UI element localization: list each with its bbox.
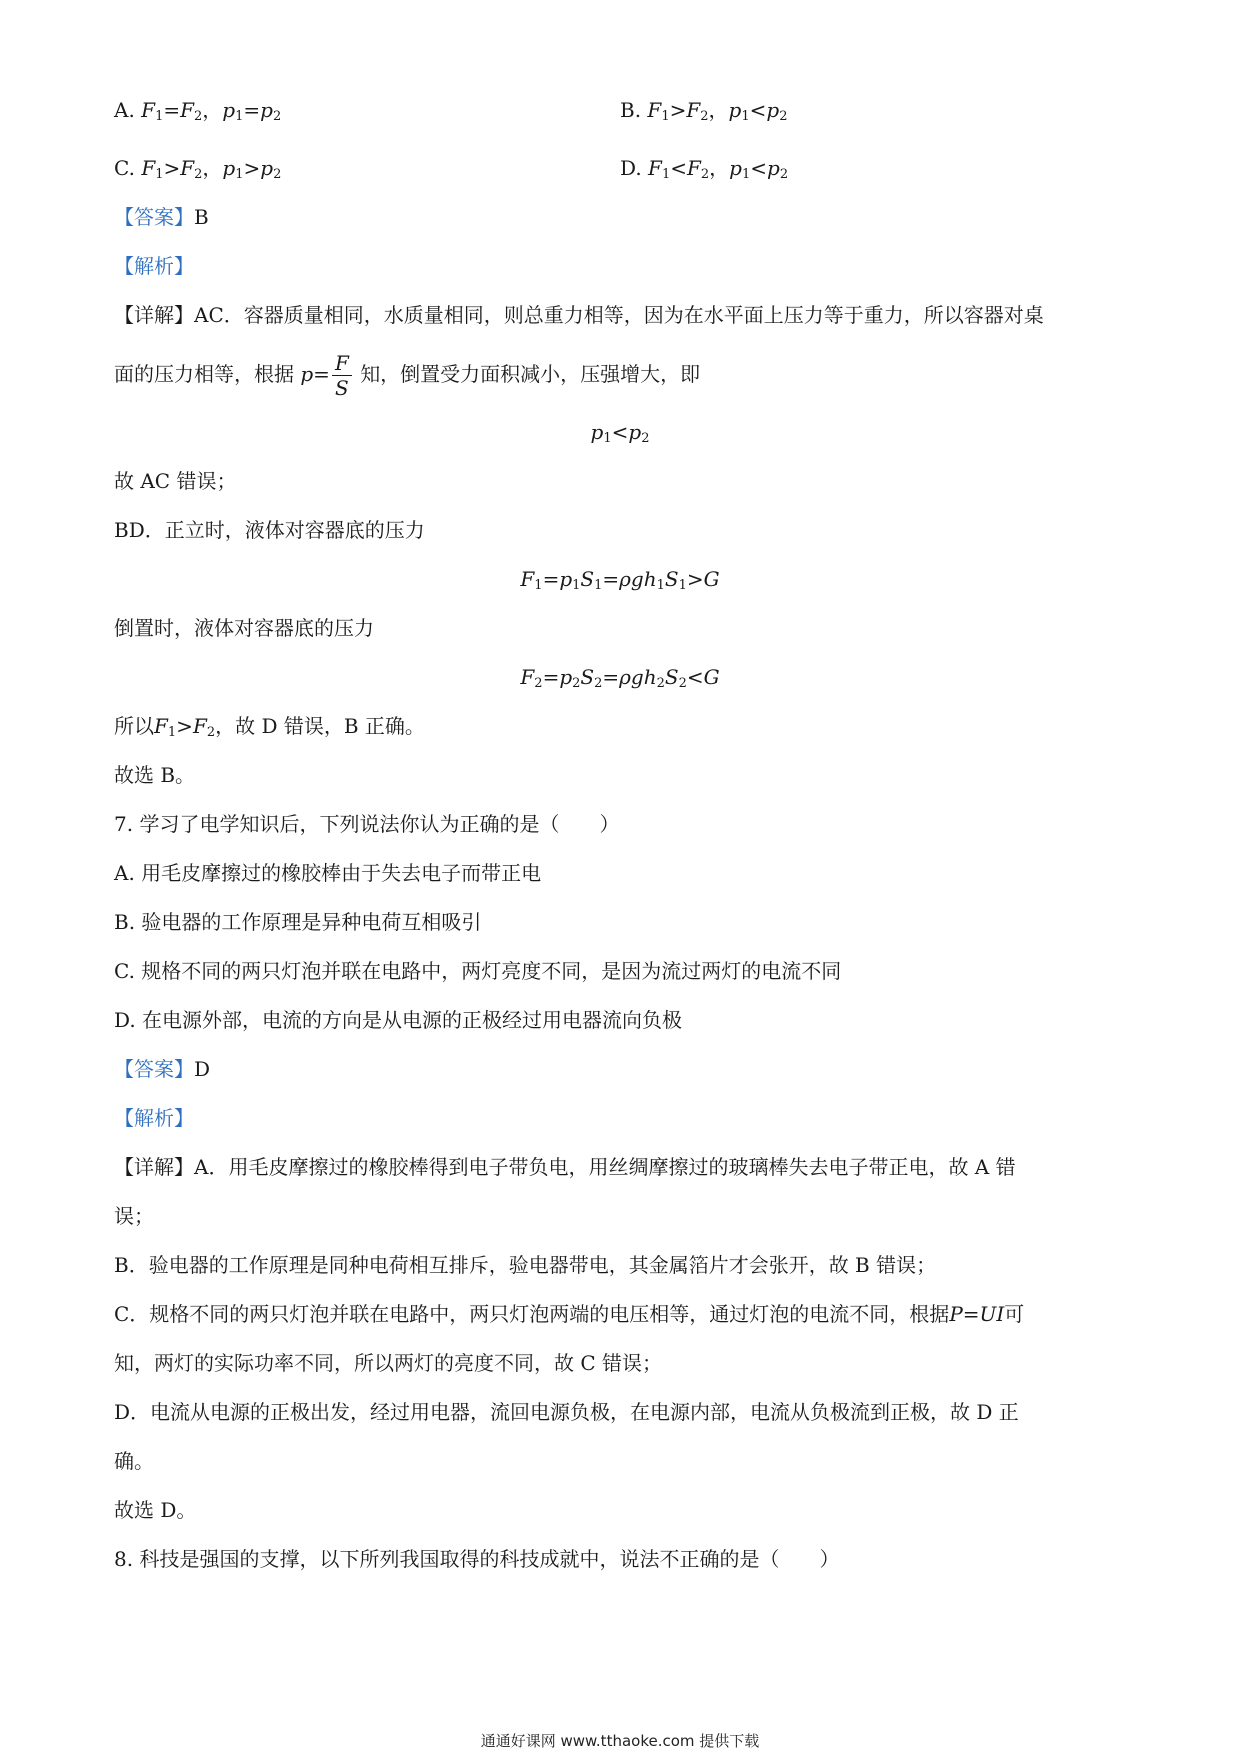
q8-stem: 8. 科技是强国的支撑，以下所列我国取得的科技成就中，说法不正确的是（ ） xyxy=(114,1547,840,1571)
q6-ac-wrong: 故 AC 错误； xyxy=(114,469,237,493)
q6-invert-line: 倒置时，液体对容器底的压力 xyxy=(114,616,374,640)
q6-analysis-tag: 【解析】 xyxy=(114,254,194,278)
q6-detail-line1: 【详解】AC．容器质量相同，水质量相同，则总重力相等，因为在水平面上压力等于重力，所以容器对桌 xyxy=(114,303,1044,327)
q7-detail-c2: 知，两灯的实际功率不同，所以两灯的亮度不同，故 C 错误； xyxy=(114,1351,663,1375)
answer-tag: 【答案】 xyxy=(114,205,194,229)
q6-equation-2: $F_2=p_2S_2=\rho gh_2S_2<G$ xyxy=(520,665,720,691)
q7-option-d: D. 在电源外部，电流的方向是从电源的正极经过用电器流向负极 xyxy=(114,1008,683,1032)
q7-option-c: C. 规格不同的两只灯泡并联在电路中，两灯亮度不同，是因为流过两灯的电流不同 xyxy=(114,959,842,983)
q6-answer xyxy=(114,205,209,229)
q7-answer: 【答案】D xyxy=(114,1057,211,1081)
q7-detail-d1: D．电流从电源的正极出发，经过用电器，流回电源负极，在电源内部，电流从负极流到正极，故 D 正 xyxy=(114,1400,1019,1424)
formula-p: p xyxy=(300,362,314,386)
q6-result-p: $p_1<p_2$ xyxy=(590,420,650,446)
q7-option-b: B. 验电器的工作原理是异种电荷互相吸引 xyxy=(114,910,482,934)
q6-option-a: A. $F_1=F_2$，$p_1=p_2$ xyxy=(114,98,282,124)
q7-detail-a1: 【详解】A．用毛皮摩擦过的橡胶棒得到电子带负电，用丝绸摩擦过的玻璃棒失去电子带正电，故 A 错 xyxy=(114,1155,1016,1179)
q6-detail-line2: 面的压力相等，根据 p= $\frac{F}{S}$ 知，倒置受力面积减小，压强增大，即 xyxy=(114,351,701,400)
q7-detail-c1: C．规格不同的两只灯泡并联在电路中，两只灯泡两端的电压相等，通过灯泡的电流不同，根据P=UI可 xyxy=(114,1302,1025,1326)
q6-bd-line: BD．正立时，液体对容器底的压力 xyxy=(114,518,425,542)
q6-option-d: D. $F_1<F_2$，$p_1<p_2$ xyxy=(620,156,789,182)
q7-detail-b: B．验电器的工作原理是同种电荷相互排斥，验电器带电，其金属箔片才会张开，故 B 错误； xyxy=(114,1253,937,1277)
answer-value: B xyxy=(194,205,209,229)
q7-choose: 故选 D。 xyxy=(114,1498,197,1522)
pressure-fraction: $\frac{F}{S}$ xyxy=(332,351,352,400)
q6-conclusion: 所以$F_1>F_2$，故 D 错误，B 正确。 xyxy=(114,714,425,740)
q6-equation-1: $F_1=p_1S_1=\rho gh_1S_1>G$ xyxy=(520,567,720,593)
footer-source: 通通好课网 www.tthaoke.com 提供下载 xyxy=(480,1732,760,1750)
q7-analysis-tag: 【解析】 xyxy=(114,1106,194,1130)
q7-option-a: A. 用毛皮摩擦过的橡胶棒由于失去电子而带正电 xyxy=(114,861,542,885)
q6-option-b: B. $F_1>F_2$，$p_1<p_2$ xyxy=(620,98,788,124)
q7-stem: 7. 学习了电学知识后，下列说法你认为正确的是（ ） xyxy=(114,812,620,836)
q6-option-c: C. $F_1>F_2$，$p_1>p_2$ xyxy=(114,156,282,182)
q7-detail-d2: 确。 xyxy=(114,1449,154,1473)
q6-choose: 故选 B。 xyxy=(114,763,196,787)
q7-detail-a2: 误； xyxy=(114,1204,154,1228)
